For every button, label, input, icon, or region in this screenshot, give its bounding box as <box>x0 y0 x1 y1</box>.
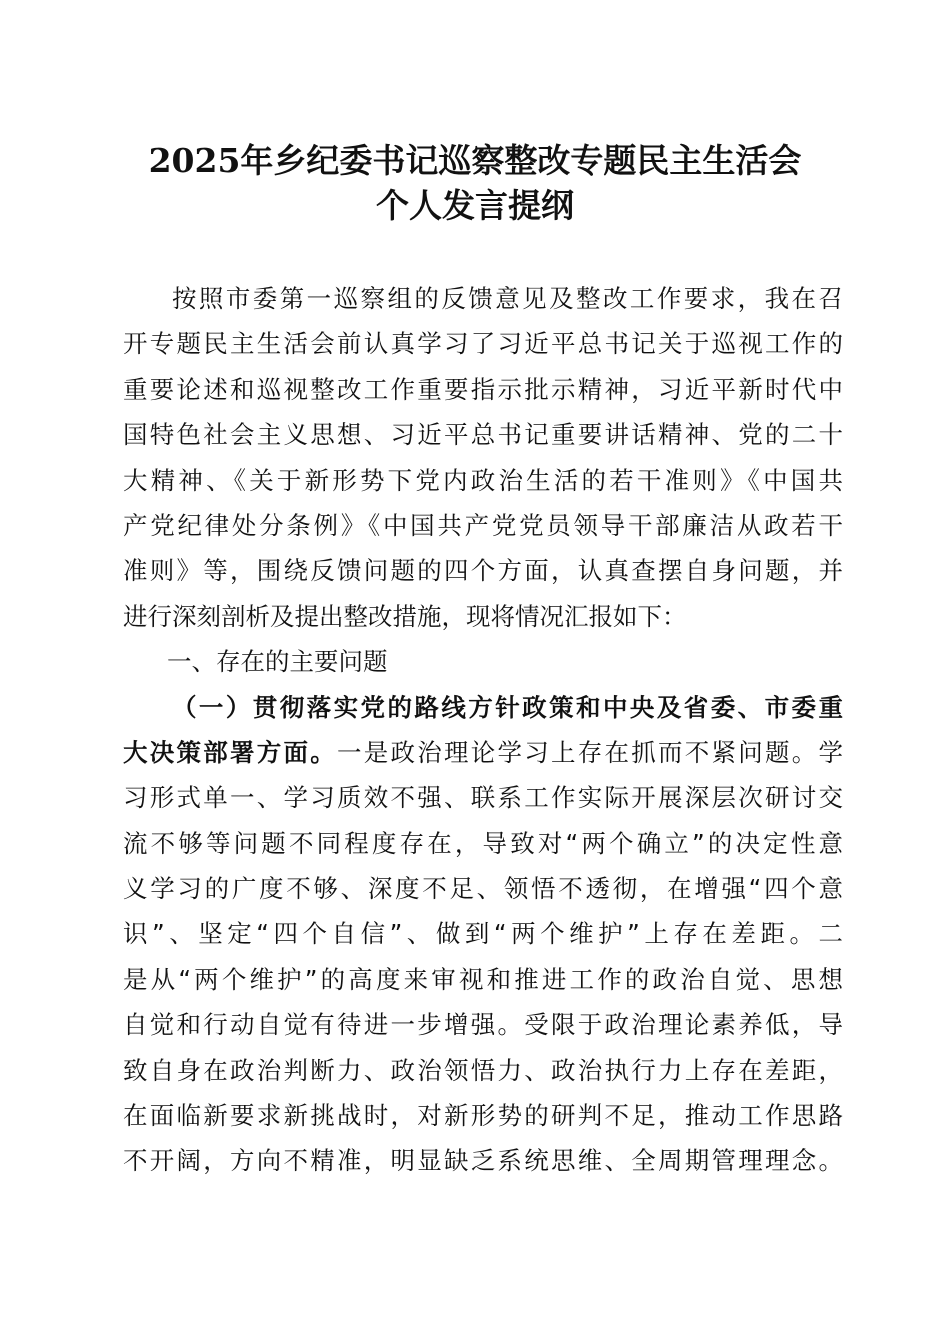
section-heading: 一、存在的主要问题 <box>167 647 388 677</box>
intro-paragraph-line: 国特色社会主义思想、习近平总书记重要讲话精神、党的二十 <box>123 420 843 450</box>
intro-paragraph-line: 准则》等，围绕反馈问题的四个方面，认真查摆自身问题，并 <box>123 556 843 586</box>
intro-paragraph-line: 重要论述和巡视整改工作重要指示批示精神，习近平新时代中 <box>123 374 843 404</box>
subsection-paragraph-line: 自觉和行动自觉有待进一步增强。受限于政治理论素养低，导 <box>123 1010 843 1040</box>
subsection-heading-line: （一）贯彻落实党的路线方针政策和中央及省委、市委重 <box>172 692 843 722</box>
subsection-paragraph-line: 习形式单一、学习质效不强、联系工作实际开展深层次研讨交 <box>123 783 843 813</box>
intro-paragraph-line: 产党纪律处分条例》《中国共产党党员领导干部廉洁从政若干 <box>123 510 843 540</box>
document-title-line-2: 个人发言提纲 <box>376 186 574 225</box>
subsection-paragraph-line: 在面临新要求新挑战时，对新形势的研判不足，推动工作思路 <box>123 1101 843 1131</box>
subsection-paragraph-line: 不开阔，方向不精准，明显缺乏系统思维、全周期管理理念。 <box>123 1146 843 1176</box>
subsection-paragraph-line: 是从“两个维护”的高度来审视和推进工作的政治自觉、思想 <box>123 964 843 994</box>
subsection-paragraph-line: 义学习的广度不够、深度不足、领悟不透彻，在增强“四个意 <box>123 874 843 904</box>
intro-paragraph-line: 进行深刻剖析及提出整改措施，现将情况汇报如下： <box>123 601 687 631</box>
intro-paragraph-line: 按照市委第一巡察组的反馈意见及整改工作要求，我在召 <box>172 284 843 313</box>
intro-paragraph-line: 开专题民主生活会前认真学习了习近平总书记关于巡视工作的 <box>123 329 843 359</box>
document-title-line-1: 2025年乡纪委书记巡察整改专题民主生活会 <box>148 141 802 180</box>
subsection-text: 一是政治理论学习上存在抓而不紧问题。学 <box>337 737 843 767</box>
subsection-paragraph-line <box>123 730 843 775</box>
subsection-paragraph-line: 致自身在政治判断力、政治领悟力、政治执行力上存在差距， <box>123 1055 843 1085</box>
subsection-paragraph-line: 识”、坚定“四个自信”、做到“两个维护”上存在差距。二 <box>123 919 843 949</box>
document-body <box>123 276 843 1184</box>
intro-paragraph-line: 大精神、《关于新形势下党内政治生活的若干准则》《中国共 <box>123 465 843 495</box>
subsection-paragraph-line: 流不够等问题不同程度存在，导致对“两个确立”的决定性意 <box>123 828 843 858</box>
subsection-heading-tail: 大决策部署方面。 <box>123 737 337 767</box>
